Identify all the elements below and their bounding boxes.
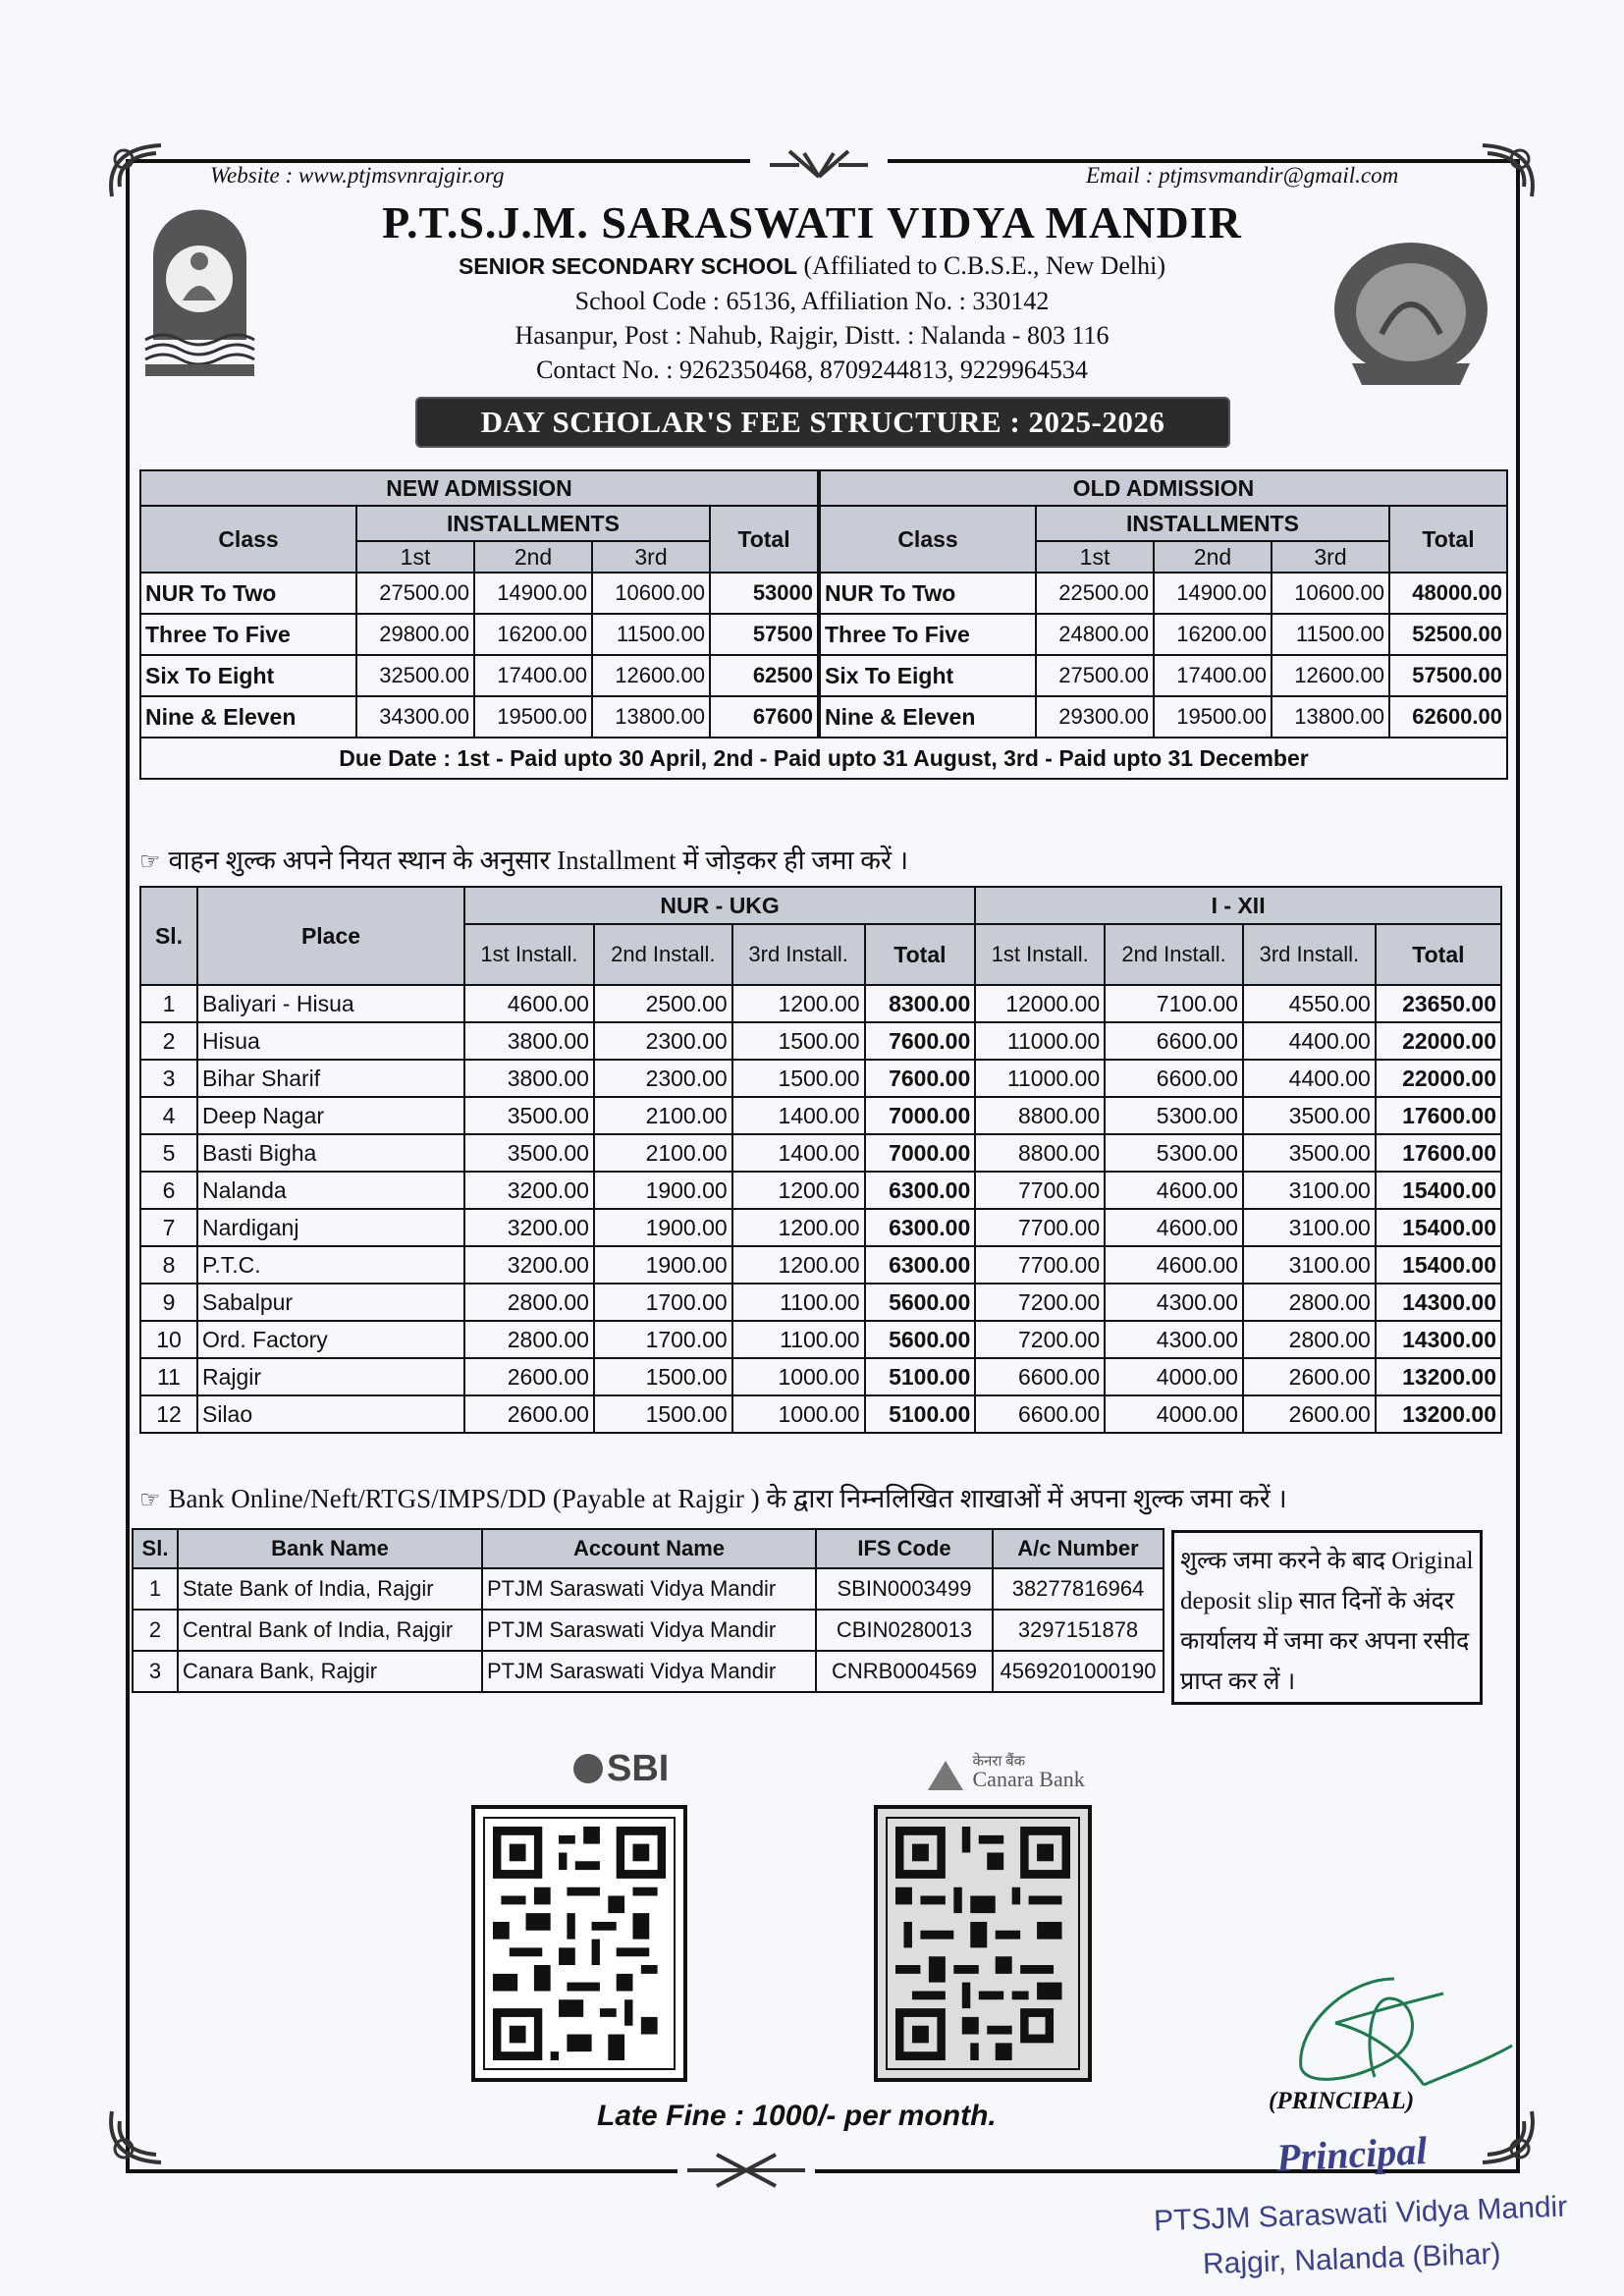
table-row bbox=[140, 985, 1501, 1022]
inst-cell: 2800.00 bbox=[1243, 1284, 1376, 1321]
place-cell: Hisua bbox=[197, 1022, 464, 1060]
inst-cell: 27500.00 bbox=[356, 573, 474, 614]
installments-header: INSTALLMENTS bbox=[1036, 506, 1389, 541]
inst-cell: 1200.00 bbox=[732, 1209, 865, 1246]
table-row bbox=[140, 1097, 1501, 1134]
inst-cell: 2800.00 bbox=[464, 1321, 594, 1358]
school-affiliation bbox=[0, 251, 1624, 281]
total-header: Total bbox=[1389, 506, 1507, 573]
inst-cell: 10600.00 bbox=[1272, 573, 1389, 614]
new-admission-header: NEW ADMISSION bbox=[140, 470, 819, 506]
class-cell: NUR To Two bbox=[819, 573, 1036, 614]
inst-cell: 24800.00 bbox=[1036, 614, 1154, 655]
sl-cell: 8 bbox=[140, 1246, 197, 1284]
inst-cell: 3500.00 bbox=[464, 1097, 594, 1134]
inst-cell: 13800.00 bbox=[1272, 696, 1389, 738]
table-row bbox=[140, 1358, 1501, 1395]
stamp-school-name: PTSJM Saraswati Vidya Mandir bbox=[1153, 2190, 1568, 2238]
bank-note-text: Bank Online/Neft/RTGS/IMPS/DD (Payable at Rajgir ) के द्वारा निम्नलिखित शाखाओं में अपना शुल्क जमा करें । bbox=[168, 1484, 1287, 1513]
inst-cell: 2600.00 bbox=[1243, 1395, 1376, 1433]
sl-header: Sl. bbox=[140, 887, 197, 985]
inst-cell: 29800.00 bbox=[356, 614, 474, 655]
inst-cell: 3800.00 bbox=[464, 1022, 594, 1060]
table-row bbox=[133, 1610, 1164, 1651]
inst-cell: 1200.00 bbox=[732, 985, 865, 1022]
canara-logo-text: Canara Bank bbox=[972, 1767, 1085, 1791]
transport-note bbox=[139, 841, 908, 877]
inst-cell: 29300.00 bbox=[1036, 696, 1154, 738]
inst-cell: 4600.00 bbox=[1105, 1172, 1243, 1209]
inst-1st-header: 1st Install. bbox=[975, 924, 1105, 985]
qr-code-icon bbox=[493, 1827, 666, 2060]
inst-cell: 2600.00 bbox=[1243, 1358, 1376, 1395]
inst-cell: 7700.00 bbox=[975, 1172, 1105, 1209]
inst-cell: 4000.00 bbox=[1105, 1358, 1243, 1395]
total-cell: 6300.00 bbox=[865, 1246, 976, 1284]
inst-cell: 2600.00 bbox=[464, 1358, 594, 1395]
inst-cell: 12600.00 bbox=[1272, 655, 1389, 696]
inst-cell: 14900.00 bbox=[1154, 573, 1272, 614]
total-cell: 62600.00 bbox=[1389, 696, 1507, 738]
transport-fee-table bbox=[139, 886, 1502, 1434]
table-row bbox=[140, 573, 1507, 614]
inst-3rd-header: 3rd Install. bbox=[732, 924, 865, 985]
total-cell: 22000.00 bbox=[1376, 1060, 1501, 1097]
account-name-cell: PTJM Saraswati Vidya Mandir bbox=[482, 1651, 816, 1692]
inst-cell: 34300.00 bbox=[356, 696, 474, 738]
place-header: Place bbox=[197, 887, 464, 985]
inst-cell: 6600.00 bbox=[975, 1358, 1105, 1395]
inst-cell: 22500.00 bbox=[1036, 573, 1154, 614]
inst-cell: 2100.00 bbox=[594, 1097, 732, 1134]
total-cell: 7000.00 bbox=[865, 1097, 976, 1134]
qr-code-icon bbox=[895, 1827, 1070, 2060]
inst-cell: 2500.00 bbox=[594, 985, 732, 1022]
inst-cell: 3100.00 bbox=[1243, 1172, 1376, 1209]
inst-cell: 4300.00 bbox=[1105, 1321, 1243, 1358]
total-cell: 15400.00 bbox=[1376, 1209, 1501, 1246]
nur-ukg-header: NUR - UKG bbox=[464, 887, 975, 924]
transport-note-text: वाहन शुल्क अपने नियत स्थान के अनुसार Installment में जोड़कर ही जमा करें । bbox=[168, 846, 909, 875]
sl-cell: 1 bbox=[133, 1568, 178, 1610]
inst-cell: 4600.00 bbox=[464, 985, 594, 1022]
inst-cell: 3200.00 bbox=[464, 1209, 594, 1246]
principal-label: (PRINCIPAL) bbox=[1269, 2088, 1415, 2114]
deposit-slip-note: शुल्क जमा करने के बाद Original deposit slip सात दिनों के अंदर कार्यालय में जमा कर अपना रसीद प्राप्त कर लें । bbox=[1171, 1530, 1483, 1705]
inst-cell: 1700.00 bbox=[594, 1321, 732, 1358]
ornament-top-icon bbox=[750, 147, 888, 183]
sbi-logo bbox=[573, 1748, 669, 1790]
total-cell: 14300.00 bbox=[1376, 1321, 1501, 1358]
inst-cell: 2100.00 bbox=[594, 1134, 732, 1172]
school-address: Hasanpur, Post : Nahub, Rajgir, Distt. : Nalanda - 803 116 bbox=[514, 321, 1110, 350]
inst-1st-header: 1st bbox=[1036, 541, 1154, 573]
sl-header: Sl. bbox=[133, 1529, 178, 1568]
inst-3rd-header: 3rd Install. bbox=[1243, 924, 1376, 985]
sbi-logo-text: SBI bbox=[607, 1748, 670, 1789]
total-cell: 5600.00 bbox=[865, 1284, 976, 1321]
total-cell: 13200.00 bbox=[1376, 1395, 1501, 1433]
sl-cell: 3 bbox=[140, 1060, 197, 1097]
place-cell: Nardiganj bbox=[197, 1209, 464, 1246]
canara-logo bbox=[928, 1750, 1085, 1792]
place-cell: P.T.C. bbox=[197, 1246, 464, 1284]
inst-cell: 4600.00 bbox=[1105, 1209, 1243, 1246]
inst-cell: 4550.00 bbox=[1243, 985, 1376, 1022]
inst-1st-header: 1st bbox=[356, 541, 474, 573]
inst-cell: 1400.00 bbox=[732, 1097, 865, 1134]
account-number-cell: 38277816964 bbox=[993, 1568, 1164, 1610]
inst-cell: 1100.00 bbox=[732, 1321, 865, 1358]
total-cell: 53000 bbox=[710, 573, 819, 614]
sl-cell: 3 bbox=[133, 1651, 178, 1692]
total-cell: 13200.00 bbox=[1376, 1358, 1501, 1395]
total-cell: 5100.00 bbox=[865, 1358, 976, 1395]
inst-cell: 1500.00 bbox=[594, 1358, 732, 1395]
total-header: Total bbox=[865, 924, 976, 985]
inst-cell: 7700.00 bbox=[975, 1246, 1105, 1284]
total-cell: 14300.00 bbox=[1376, 1284, 1501, 1321]
stamp-principal: Principal bbox=[1274, 2128, 1429, 2180]
class-cell: Nine & Eleven bbox=[140, 696, 356, 738]
class-cell: Three To Five bbox=[140, 614, 356, 655]
inst-cell: 4400.00 bbox=[1243, 1060, 1376, 1097]
ornament-corner-icon bbox=[102, 2102, 171, 2170]
inst-cell: 10600.00 bbox=[592, 573, 710, 614]
total-cell: 15400.00 bbox=[1376, 1172, 1501, 1209]
sl-cell: 2 bbox=[140, 1022, 197, 1060]
inst-2nd-header: 2nd bbox=[474, 541, 592, 573]
inst-2nd-header: 2nd bbox=[1154, 541, 1272, 573]
inst-cell: 6600.00 bbox=[1105, 1060, 1243, 1097]
total-cell: 23650.00 bbox=[1376, 985, 1501, 1022]
class-cell: Six To Eight bbox=[819, 655, 1036, 696]
account-number-header: A/c Number bbox=[993, 1529, 1164, 1568]
late-fine-text: Late Fine : 1000/- per month. bbox=[597, 2100, 997, 2132]
class-cell: Three To Five bbox=[819, 614, 1036, 655]
inst-3rd-header: 3rd bbox=[1272, 541, 1389, 573]
inst-cell: 5300.00 bbox=[1105, 1097, 1243, 1134]
sl-cell: 7 bbox=[140, 1209, 197, 1246]
place-cell: Basti Bigha bbox=[197, 1134, 464, 1172]
ornament-bottom-icon bbox=[677, 2153, 815, 2188]
total-cell: 57500 bbox=[710, 614, 819, 655]
due-date-text: Due Date : 1st - Paid upto 30 April, 2nd - Paid upto 31 August, 3rd - Paid upto 31 December bbox=[140, 738, 1507, 779]
place-cell: Silao bbox=[197, 1395, 464, 1433]
table-row bbox=[140, 1395, 1501, 1433]
total-cell: 48000.00 bbox=[1389, 573, 1507, 614]
inst-cell: 14900.00 bbox=[474, 573, 592, 614]
inst-cell: 11500.00 bbox=[592, 614, 710, 655]
inst-cell: 3500.00 bbox=[1243, 1097, 1376, 1134]
class-header: Class bbox=[140, 506, 356, 573]
table-row bbox=[140, 1284, 1501, 1321]
inst-cell: 4000.00 bbox=[1105, 1395, 1243, 1433]
inst-cell: 3500.00 bbox=[1243, 1134, 1376, 1172]
place-cell: Rajgir bbox=[197, 1358, 464, 1395]
school-contact: Contact No. : 9262350468, 8709244813, 9229964534 bbox=[536, 355, 1088, 384]
canara-triangle-icon bbox=[928, 1761, 963, 1790]
table-row bbox=[133, 1568, 1164, 1610]
inst-cell: 13800.00 bbox=[592, 696, 710, 738]
inst-cell: 2300.00 bbox=[594, 1022, 732, 1060]
installments-header: INSTALLMENTS bbox=[356, 506, 710, 541]
inst-cell: 16200.00 bbox=[1154, 614, 1272, 655]
bank-name-header: Bank Name bbox=[178, 1529, 482, 1568]
sl-cell: 12 bbox=[140, 1395, 197, 1433]
ifsc-cell: SBIN0003499 bbox=[816, 1568, 993, 1610]
account-name-cell: PTJM Saraswati Vidya Mandir bbox=[482, 1568, 816, 1610]
bank-details-table bbox=[132, 1528, 1164, 1693]
inst-1st-header: 1st Install. bbox=[464, 924, 594, 985]
table-row bbox=[140, 1134, 1501, 1172]
total-cell: 15400.00 bbox=[1376, 1246, 1501, 1284]
sbi-keyhole-icon bbox=[573, 1754, 603, 1783]
inst-cell: 12600.00 bbox=[592, 655, 710, 696]
total-cell: 22000.00 bbox=[1376, 1022, 1501, 1060]
website-text: Website : www.ptjmsvnrajgir.org bbox=[210, 163, 505, 188]
inst-cell: 5300.00 bbox=[1105, 1134, 1243, 1172]
fee-structure-banner: DAY SCHOLAR'S FEE STRUCTURE : 2025-2026 bbox=[415, 397, 1230, 448]
inst-cell: 3100.00 bbox=[1243, 1246, 1376, 1284]
inst-cell: 1500.00 bbox=[732, 1022, 865, 1060]
inst-cell: 1200.00 bbox=[732, 1246, 865, 1284]
inst-3rd-header: 3rd bbox=[592, 541, 710, 573]
inst-cell: 7700.00 bbox=[975, 1209, 1105, 1246]
inst-cell: 1100.00 bbox=[732, 1284, 865, 1321]
account-number-cell: 3297151878 bbox=[993, 1610, 1164, 1651]
inst-cell: 7200.00 bbox=[975, 1284, 1105, 1321]
inst-cell: 19500.00 bbox=[1154, 696, 1272, 738]
inst-cell: 7100.00 bbox=[1105, 985, 1243, 1022]
affiliation-text: (Affiliated to C.B.S.E., New Delhi) bbox=[803, 251, 1166, 280]
table-row bbox=[140, 1321, 1501, 1358]
account-name-cell: PTJM Saraswati Vidya Mandir bbox=[482, 1610, 816, 1651]
inst-cell: 2800.00 bbox=[464, 1284, 594, 1321]
sl-cell: 5 bbox=[140, 1134, 197, 1172]
class-cell: NUR To Two bbox=[140, 573, 356, 614]
bank-name-cell: Canara Bank, Rajgir bbox=[178, 1651, 482, 1692]
inst-cell: 8800.00 bbox=[975, 1134, 1105, 1172]
sl-cell: 6 bbox=[140, 1172, 197, 1209]
sl-cell: 1 bbox=[140, 985, 197, 1022]
inst-cell: 1900.00 bbox=[594, 1246, 732, 1284]
table-row bbox=[140, 1022, 1501, 1060]
inst-cell: 2300.00 bbox=[594, 1060, 732, 1097]
inst-cell: 2600.00 bbox=[464, 1395, 594, 1433]
total-cell: 17600.00 bbox=[1376, 1097, 1501, 1134]
account-name-header: Account Name bbox=[482, 1529, 816, 1568]
inst-cell: 4400.00 bbox=[1243, 1022, 1376, 1060]
admission-fee-table bbox=[139, 469, 1508, 780]
inst-cell: 19500.00 bbox=[474, 696, 592, 738]
total-cell: 6300.00 bbox=[865, 1209, 976, 1246]
place-cell: Bihar Sharif bbox=[197, 1060, 464, 1097]
inst-cell: 1200.00 bbox=[732, 1172, 865, 1209]
ifsc-header: IFS Code bbox=[816, 1529, 993, 1568]
school-name: P.T.S.J.M. SARASWATI VIDYA MANDIR bbox=[382, 197, 1242, 247]
table-row bbox=[140, 655, 1507, 696]
total-header: Total bbox=[710, 506, 819, 573]
ornament-corner-icon bbox=[1473, 2102, 1542, 2170]
bank-note bbox=[139, 1479, 1287, 1515]
place-cell: Ord. Factory bbox=[197, 1321, 464, 1358]
pointing-hand-icon: ☞ bbox=[139, 1486, 161, 1513]
inst-cell: 7200.00 bbox=[975, 1321, 1105, 1358]
total-header: Total bbox=[1376, 924, 1501, 985]
inst-cell: 4300.00 bbox=[1105, 1284, 1243, 1321]
inst-cell: 11000.00 bbox=[975, 1060, 1105, 1097]
inst-cell: 2800.00 bbox=[1243, 1321, 1376, 1358]
inst-cell: 1400.00 bbox=[732, 1134, 865, 1172]
inst-cell: 1000.00 bbox=[732, 1395, 865, 1433]
old-admission-header: OLD ADMISSION bbox=[819, 470, 1507, 506]
inst-cell: 3800.00 bbox=[464, 1060, 594, 1097]
ifsc-cell: CBIN0280013 bbox=[816, 1610, 993, 1651]
inst-cell: 4600.00 bbox=[1105, 1246, 1243, 1284]
sl-cell: 11 bbox=[140, 1358, 197, 1395]
pointing-hand-icon: ☞ bbox=[139, 847, 161, 875]
inst-cell: 1900.00 bbox=[594, 1172, 732, 1209]
place-cell: Deep Nagar bbox=[197, 1097, 464, 1134]
total-cell: 7000.00 bbox=[865, 1134, 976, 1172]
sl-cell: 2 bbox=[133, 1610, 178, 1651]
total-cell: 62500 bbox=[710, 655, 819, 696]
inst-cell: 12000.00 bbox=[975, 985, 1105, 1022]
inst-cell: 1500.00 bbox=[594, 1395, 732, 1433]
inst-cell: 16200.00 bbox=[474, 614, 592, 655]
total-cell: 6300.00 bbox=[865, 1172, 976, 1209]
total-cell: 7600.00 bbox=[865, 1022, 976, 1060]
total-cell: 7600.00 bbox=[865, 1060, 976, 1097]
sbi-qr-code[interactable] bbox=[471, 1805, 687, 2082]
inst-cell: 11000.00 bbox=[975, 1022, 1105, 1060]
inst-cell: 3500.00 bbox=[464, 1134, 594, 1172]
inst-cell: 17400.00 bbox=[1154, 655, 1272, 696]
account-number-cell: 4569201000190 bbox=[993, 1651, 1164, 1692]
canara-qr-code[interactable] bbox=[874, 1805, 1092, 2082]
total-cell: 52500.00 bbox=[1389, 614, 1507, 655]
bank-name-cell: Central Bank of India, Rajgir bbox=[178, 1610, 482, 1651]
place-cell: Baliyari - Hisua bbox=[197, 985, 464, 1022]
sl-cell: 9 bbox=[140, 1284, 197, 1321]
inst-cell: 3200.00 bbox=[464, 1172, 594, 1209]
total-cell: 8300.00 bbox=[865, 985, 976, 1022]
total-cell: 5100.00 bbox=[865, 1395, 976, 1433]
total-cell: 5600.00 bbox=[865, 1321, 976, 1358]
inst-cell: 27500.00 bbox=[1036, 655, 1154, 696]
stamp-location: Rajgir, Nalanda (Bihar) bbox=[1202, 2237, 1501, 2281]
table-row bbox=[140, 1209, 1501, 1246]
inst-cell: 1700.00 bbox=[594, 1284, 732, 1321]
inst-2nd-header: 2nd Install. bbox=[1105, 924, 1243, 985]
inst-cell: 32500.00 bbox=[356, 655, 474, 696]
inst-cell: 11500.00 bbox=[1272, 614, 1389, 655]
inst-cell: 1500.00 bbox=[732, 1060, 865, 1097]
class-cell: Nine & Eleven bbox=[819, 696, 1036, 738]
place-cell: Sabalpur bbox=[197, 1284, 464, 1321]
inst-cell: 8800.00 bbox=[975, 1097, 1105, 1134]
class-cell: Six To Eight bbox=[140, 655, 356, 696]
bank-name-cell: State Bank of India, Rajgir bbox=[178, 1568, 482, 1610]
inst-2nd-header: 2nd Install. bbox=[594, 924, 732, 985]
inst-cell: 17400.00 bbox=[474, 655, 592, 696]
principal-signature bbox=[1276, 1940, 1522, 2097]
table-row bbox=[133, 1651, 1164, 1692]
inst-cell: 6600.00 bbox=[975, 1395, 1105, 1433]
inst-cell: 6600.00 bbox=[1105, 1022, 1243, 1060]
canara-hindi-text: केनरा बैंक bbox=[972, 1754, 1026, 1770]
inst-cell: 3200.00 bbox=[464, 1246, 594, 1284]
class-i-xii-header: I - XII bbox=[975, 887, 1501, 924]
transport-rows bbox=[140, 985, 1501, 1433]
class-header: Class bbox=[819, 506, 1036, 573]
place-cell: Nalanda bbox=[197, 1172, 464, 1209]
email-text: Email : ptjmsvmandir@gmail.com bbox=[1086, 163, 1399, 188]
total-cell: 57500.00 bbox=[1389, 655, 1507, 696]
table-row bbox=[140, 696, 1507, 738]
sl-cell: 10 bbox=[140, 1321, 197, 1358]
table-row bbox=[140, 1172, 1501, 1209]
table-row bbox=[140, 1060, 1501, 1097]
total-cell: 17600.00 bbox=[1376, 1134, 1501, 1172]
table-row bbox=[140, 1246, 1501, 1284]
table-row bbox=[140, 614, 1507, 655]
school-type: SENIOR SECONDARY SCHOOL bbox=[458, 253, 797, 279]
ifsc-cell: CNRB0004569 bbox=[816, 1651, 993, 1692]
total-cell: 67600 bbox=[710, 696, 819, 738]
inst-cell: 1000.00 bbox=[732, 1358, 865, 1395]
sl-cell: 4 bbox=[140, 1097, 197, 1134]
inst-cell: 3100.00 bbox=[1243, 1209, 1376, 1246]
school-codes: School Code : 65136, Affiliation No. : 330142 bbox=[574, 287, 1050, 315]
inst-cell: 1900.00 bbox=[594, 1209, 732, 1246]
